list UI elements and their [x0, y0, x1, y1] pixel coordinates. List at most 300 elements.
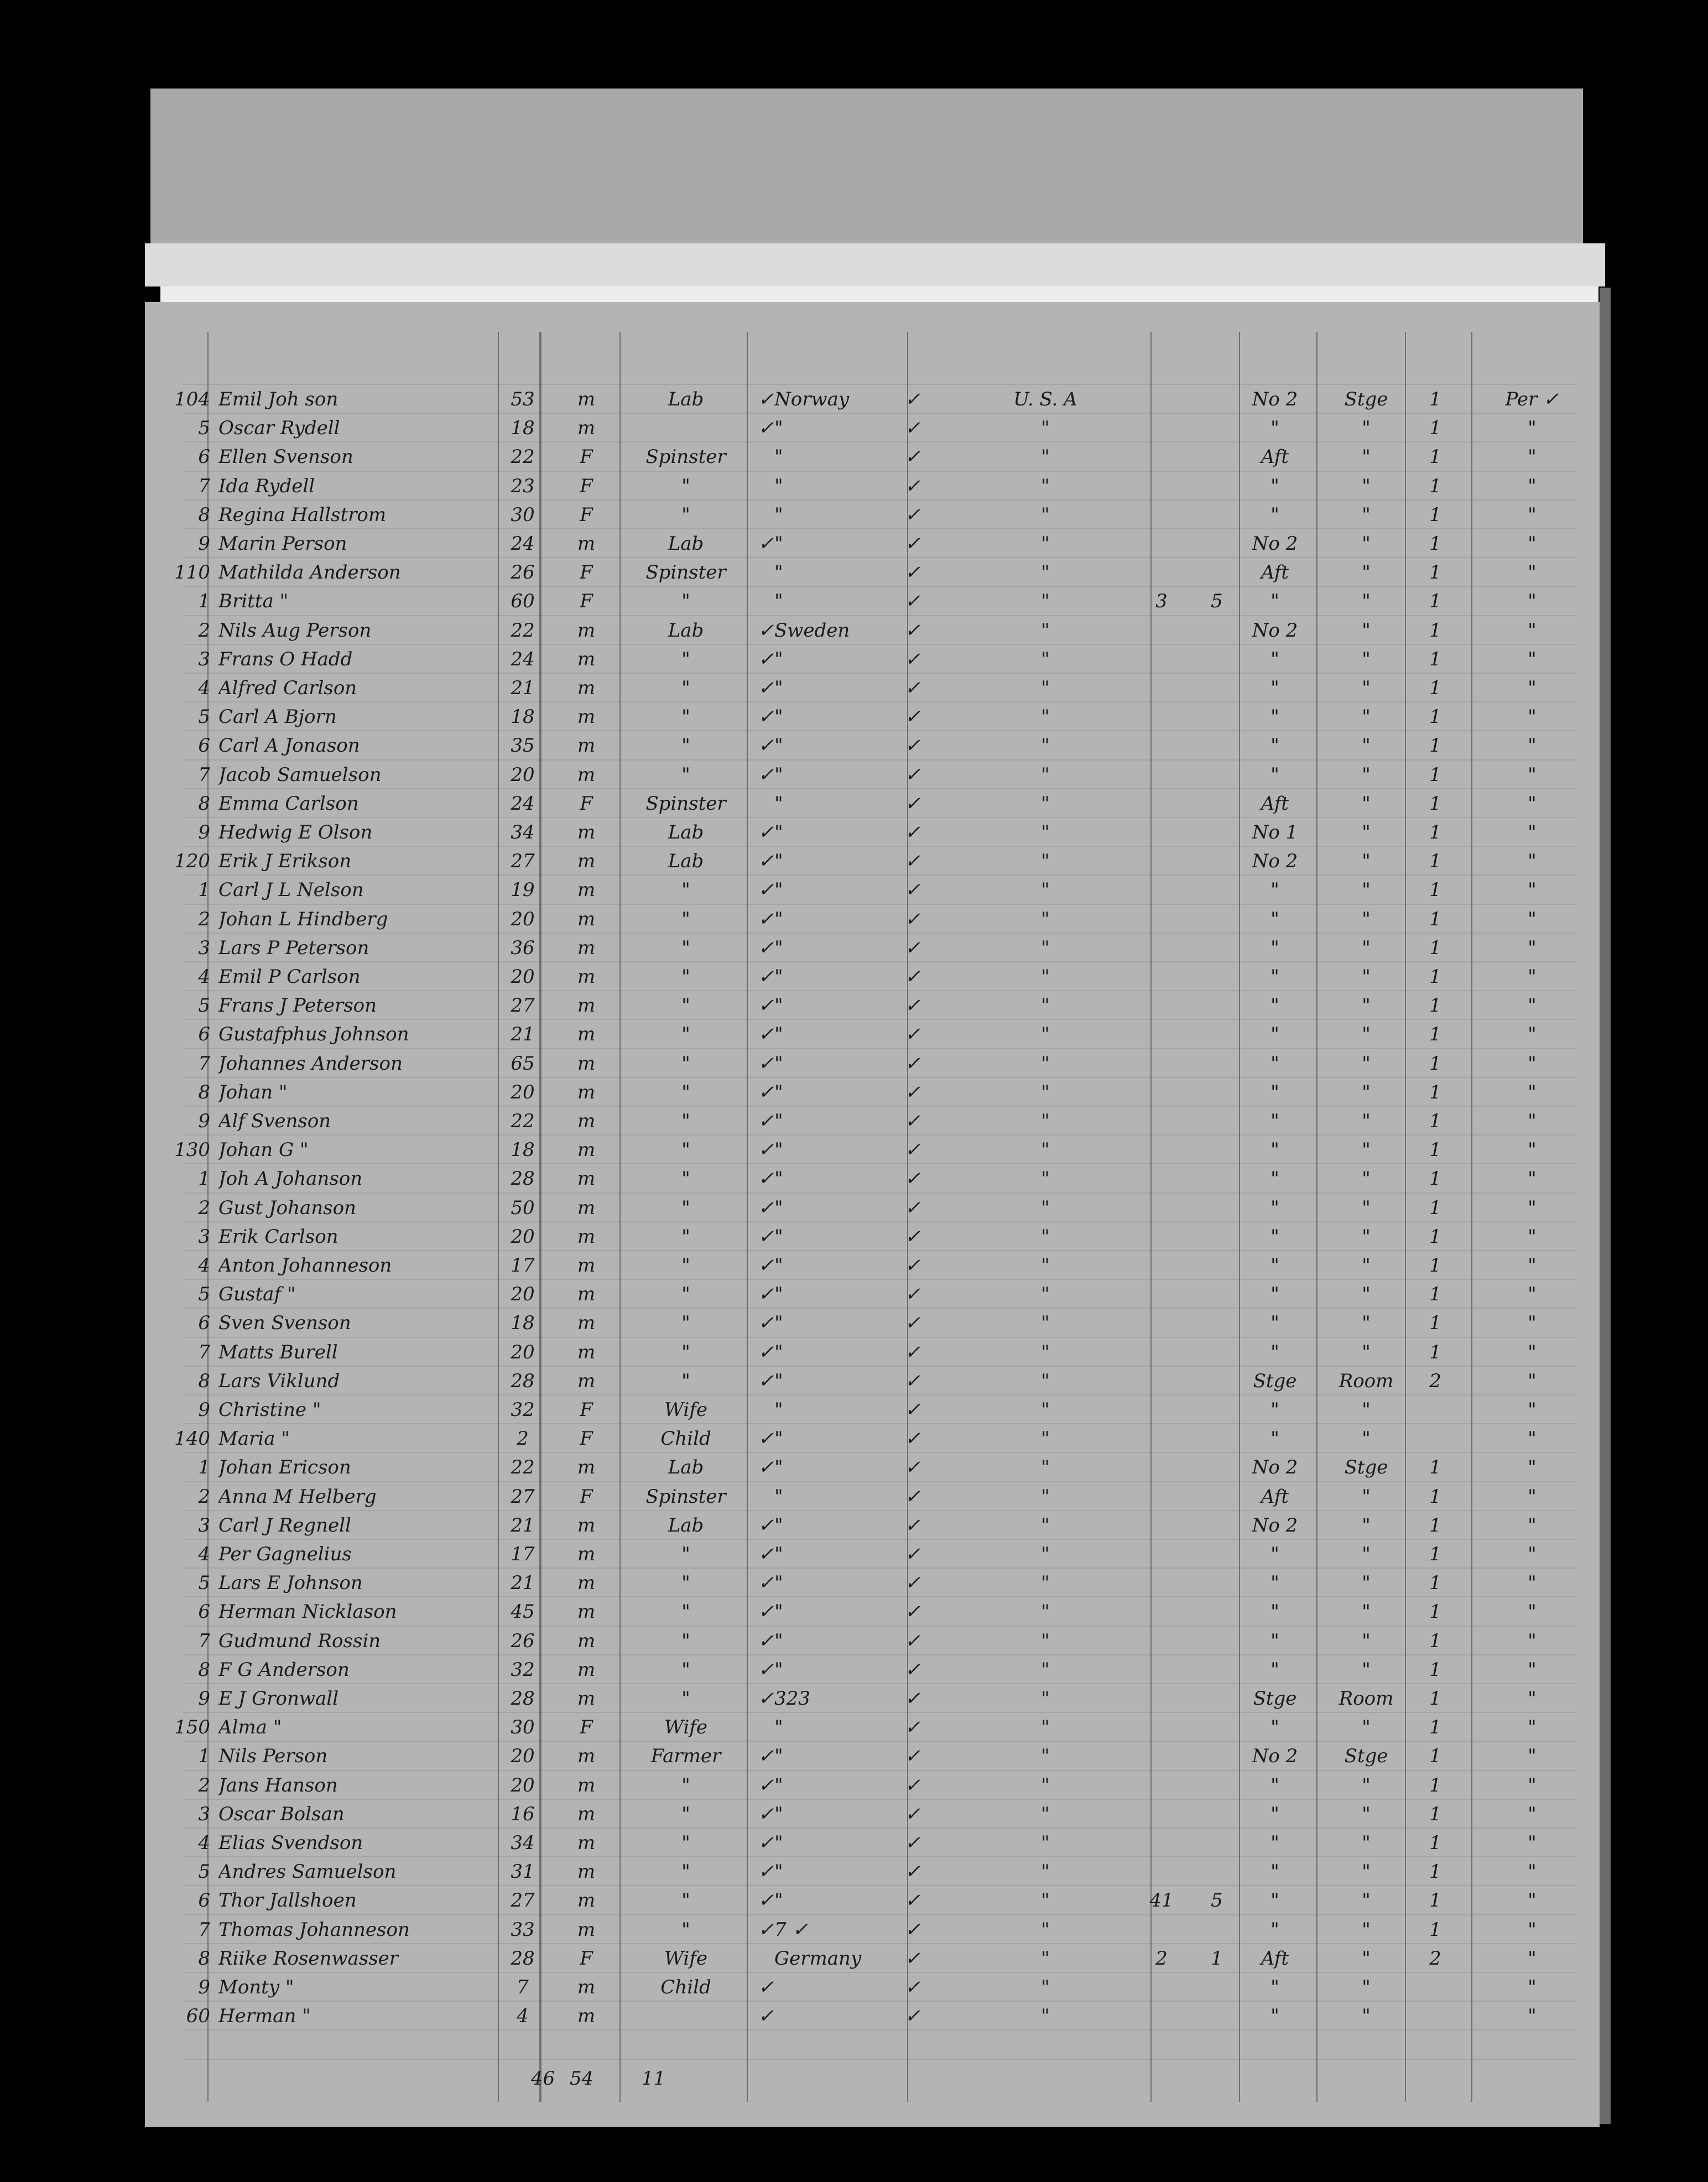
paper-fold-lower	[160, 287, 1598, 302]
destination: "	[1041, 1832, 1050, 1854]
count-a	[1139, 761, 1184, 789]
class: "	[1270, 1716, 1279, 1739]
location: "	[1362, 503, 1371, 526]
sex: m	[577, 1889, 596, 1912]
line-number: 1	[198, 590, 210, 613]
count-a	[1139, 1973, 1184, 2002]
table-row	[0, 1338, 1708, 1367]
class: Aft	[1261, 792, 1289, 815]
count-a	[1139, 558, 1184, 587]
age: 24	[511, 792, 535, 815]
table-row	[0, 962, 1708, 991]
disposition: "	[1528, 1225, 1537, 1248]
passenger-name: Carl J L Nelson	[218, 879, 364, 902]
passenger-name: Regina Hallstrom	[218, 503, 387, 526]
age: 28	[511, 1947, 535, 1970]
line-number: 9	[198, 1976, 210, 1998]
sex: m	[577, 850, 596, 873]
destination: "	[1041, 1601, 1050, 1623]
check-mark: ✓	[904, 590, 921, 613]
class: "	[1270, 1572, 1279, 1595]
destination: "	[1041, 1369, 1050, 1392]
sex: m	[577, 2005, 596, 2028]
passenger-name: Oscar Rydell	[218, 417, 340, 440]
disposition: "	[1528, 1803, 1537, 1825]
age: 20	[511, 763, 535, 786]
class: "	[1270, 590, 1279, 613]
check-mark: ✓	[904, 1081, 921, 1103]
passenger-name: Johan L Hindberg	[218, 908, 388, 930]
age: 31	[511, 1861, 535, 1883]
passenger-name: Thor Jallshoen	[218, 1889, 357, 1912]
pieces: 1	[1429, 1341, 1441, 1363]
occupation: "	[681, 503, 690, 526]
line-number: 1	[198, 1456, 210, 1479]
disposition: "	[1528, 936, 1537, 959]
table-row	[0, 818, 1708, 847]
count-a	[1139, 1771, 1184, 1800]
count-a	[1139, 1280, 1184, 1309]
disposition: "	[1528, 1052, 1537, 1075]
table-row	[0, 1367, 1708, 1395]
destination: "	[1041, 936, 1050, 959]
count-a	[1139, 1655, 1184, 1684]
occupation: "	[681, 475, 690, 497]
class: No 2	[1252, 1514, 1298, 1537]
disposition: "	[1528, 1629, 1537, 1652]
table-row	[0, 1309, 1708, 1337]
sex: m	[577, 533, 596, 555]
literacy-check: ✓	[758, 1023, 774, 1046]
check-mark: ✓	[904, 821, 921, 843]
passenger-name: Gustaf "	[218, 1283, 296, 1306]
table-row	[0, 1655, 1708, 1684]
sex: m	[577, 1832, 596, 1854]
passenger-name: Frans O Hadd	[218, 648, 353, 670]
pieces: 1	[1429, 735, 1441, 757]
count-a	[1139, 934, 1184, 962]
check-mark: ✓	[904, 1485, 921, 1508]
age: 20	[511, 1283, 535, 1306]
location: "	[1362, 1832, 1371, 1854]
location: "	[1362, 936, 1371, 959]
class: "	[1270, 2005, 1279, 2028]
disposition: "	[1528, 503, 1537, 526]
pieces: 1	[1429, 1918, 1441, 1941]
nationality: "	[774, 561, 783, 584]
occupation: "	[681, 1312, 690, 1335]
table-row	[0, 501, 1708, 529]
sex: F	[580, 792, 593, 815]
sex: m	[577, 1745, 596, 1768]
line-number: 120	[174, 850, 210, 873]
check-mark: ✓	[904, 1976, 921, 1998]
class: Aft	[1261, 1947, 1289, 1970]
class: No 1	[1252, 821, 1298, 843]
destination: "	[1041, 850, 1050, 873]
sex: m	[577, 1254, 596, 1277]
literacy-check: ✓	[758, 1572, 774, 1595]
count-a	[1139, 962, 1184, 991]
count-a	[1139, 905, 1184, 934]
table-row	[0, 1251, 1708, 1280]
disposition: "	[1528, 706, 1537, 728]
nationality: Germany	[774, 1947, 862, 1970]
literacy-check: ✓	[758, 388, 774, 410]
occupation: "	[681, 1139, 690, 1162]
passenger-name: Ida Rydell	[218, 475, 315, 497]
table-row	[0, 414, 1708, 442]
nationality: "	[774, 966, 783, 988]
location: "	[1362, 879, 1371, 902]
passenger-name: Joh A Johanson	[218, 1168, 363, 1190]
literacy-check: ✓	[758, 1601, 774, 1623]
sex: m	[577, 1514, 596, 1537]
count-a	[1139, 1684, 1184, 1713]
table-row	[0, 1742, 1708, 1770]
location: "	[1362, 1110, 1371, 1132]
table-row	[0, 587, 1708, 616]
literacy-check: ✓	[758, 1774, 774, 1796]
destination: "	[1041, 1629, 1050, 1652]
line-number: 8	[198, 792, 210, 815]
occupation: "	[681, 648, 690, 670]
table-row	[0, 1771, 1708, 1800]
total-a: 46	[531, 2068, 555, 2090]
disposition: "	[1528, 966, 1537, 988]
class: "	[1270, 1658, 1279, 1681]
destination: "	[1041, 1081, 1050, 1103]
age: 21	[511, 677, 535, 699]
occupation: "	[681, 1052, 690, 1075]
check-mark: ✓	[904, 1629, 921, 1652]
location: "	[1362, 763, 1371, 786]
literacy-check: ✓	[758, 1254, 774, 1277]
literacy-check: ✓	[758, 1861, 774, 1883]
occupation: "	[681, 1803, 690, 1825]
pieces: 1	[1429, 503, 1441, 526]
table-row	[0, 1511, 1708, 1540]
location: "	[1362, 1023, 1371, 1046]
occupation: "	[681, 763, 690, 786]
age: 30	[511, 1716, 535, 1739]
nationality: "	[774, 533, 783, 555]
passenger-name: Erik Carlson	[218, 1225, 339, 1248]
line-number: 110	[174, 561, 210, 584]
nationality: "	[774, 1543, 783, 1565]
pieces: 1	[1429, 966, 1441, 988]
disposition: "	[1528, 1168, 1537, 1190]
sex: m	[577, 1110, 596, 1132]
location: "	[1362, 561, 1371, 584]
pieces: 1	[1429, 1168, 1441, 1190]
occupation: Spinster	[645, 561, 726, 584]
occupation: "	[681, 590, 690, 613]
literacy-check: ✓	[758, 1514, 774, 1537]
nationality: "	[774, 1399, 783, 1421]
check-mark: ✓	[904, 1139, 921, 1162]
sex: m	[577, 1658, 596, 1681]
class: "	[1270, 475, 1279, 497]
check-mark: ✓	[904, 1023, 921, 1046]
pieces: 1	[1429, 1832, 1441, 1854]
count-a	[1139, 645, 1184, 674]
occupation: Wife	[664, 1947, 707, 1970]
age: 28	[511, 1168, 535, 1190]
pieces: 1	[1429, 1485, 1441, 1508]
class: "	[1270, 1225, 1279, 1248]
line-number: 3	[198, 936, 210, 959]
line-number: 104	[174, 388, 210, 410]
count-a	[1139, 1107, 1184, 1136]
check-mark: ✓	[904, 994, 921, 1017]
pieces: 1	[1429, 1774, 1441, 1796]
disposition: "	[1528, 763, 1537, 786]
location: "	[1362, 1947, 1371, 1970]
check-mark: ✓	[904, 706, 921, 728]
passenger-name: Riike Rosenwasser	[218, 1947, 399, 1970]
class: No 2	[1252, 619, 1298, 642]
check-mark: ✓	[904, 1428, 921, 1450]
line-number: 8	[198, 1369, 210, 1392]
class: "	[1270, 648, 1279, 670]
disposition: "	[1528, 1976, 1537, 1998]
sex: m	[577, 763, 596, 786]
class: "	[1270, 908, 1279, 930]
literacy-check: ✓	[758, 1081, 774, 1103]
disposition: "	[1528, 1745, 1537, 1768]
class: "	[1270, 1428, 1279, 1450]
table-row	[0, 385, 1708, 414]
passenger-name: Sven Svenson	[218, 1312, 351, 1335]
sex: F	[580, 561, 593, 584]
sex: m	[577, 966, 596, 988]
disposition: "	[1528, 1399, 1537, 1421]
passenger-name: Johan Ericson	[218, 1456, 351, 1479]
count-a	[1139, 1742, 1184, 1770]
age: 2	[517, 1428, 529, 1450]
nationality: "	[774, 1456, 783, 1479]
literacy-check: ✓	[758, 2005, 774, 2028]
destination: "	[1041, 908, 1050, 930]
pieces: 1	[1429, 1023, 1441, 1046]
nationality: "	[774, 417, 783, 440]
disposition: "	[1528, 879, 1537, 902]
class: "	[1270, 706, 1279, 728]
location: "	[1362, 1918, 1371, 1941]
location: "	[1362, 1081, 1371, 1103]
class: "	[1270, 936, 1279, 959]
literacy-check: ✓	[758, 1283, 774, 1306]
check-mark: ✓	[904, 792, 921, 815]
class: "	[1270, 1283, 1279, 1306]
check-mark: ✓	[904, 475, 921, 497]
passenger-name: Jans Hanson	[218, 1774, 338, 1796]
age: 19	[511, 879, 535, 902]
class: "	[1270, 1861, 1279, 1883]
nationality: "	[774, 1428, 783, 1450]
check-mark: ✓	[904, 446, 921, 468]
nationality: "	[774, 1110, 783, 1132]
line-number: 5	[198, 706, 210, 728]
disposition: "	[1528, 1485, 1537, 1508]
check-mark: ✓	[904, 648, 921, 670]
occupation: "	[681, 1341, 690, 1363]
nationality: "	[774, 1139, 783, 1162]
count-a	[1139, 1194, 1184, 1222]
table-row	[0, 905, 1708, 934]
passenger-name: Johan G "	[218, 1139, 309, 1162]
occupation	[631, 414, 741, 442]
class: "	[1270, 417, 1279, 440]
count-b: 5	[1211, 590, 1223, 613]
pieces: 1	[1429, 619, 1441, 642]
occupation: Lab	[668, 850, 704, 873]
nationality: "	[774, 879, 783, 902]
destination: "	[1041, 1428, 1050, 1450]
location: "	[1362, 1428, 1371, 1450]
sex: m	[577, 1688, 596, 1710]
check-mark: ✓	[904, 1947, 921, 1970]
table-row	[0, 472, 1708, 501]
location: "	[1362, 1976, 1371, 1998]
check-mark: ✓	[904, 1774, 921, 1796]
age: 30	[511, 503, 535, 526]
location: Stge	[1344, 1456, 1388, 1479]
age: 20	[511, 1341, 535, 1363]
location: "	[1362, 1341, 1371, 1363]
destination: "	[1041, 1196, 1050, 1219]
literacy-check: ✓	[758, 1225, 774, 1248]
table-row	[0, 1222, 1708, 1251]
literacy-check: ✓	[758, 1803, 774, 1825]
destination: "	[1041, 1254, 1050, 1277]
table-row	[0, 1627, 1708, 1655]
pieces: 1	[1429, 1745, 1441, 1768]
pieces: 1	[1429, 677, 1441, 699]
class: "	[1270, 994, 1279, 1017]
location: "	[1362, 446, 1371, 468]
location: Stge	[1344, 1745, 1388, 1768]
location: "	[1362, 1168, 1371, 1190]
occupation: "	[681, 1889, 690, 1912]
location: "	[1362, 1052, 1371, 1075]
passenger-name: F G Anderson	[218, 1658, 350, 1681]
pieces: 1	[1429, 1572, 1441, 1595]
disposition: "	[1528, 1514, 1537, 1537]
check-mark: ✓	[904, 1283, 921, 1306]
count-a	[1139, 1915, 1184, 1944]
nationality: "	[774, 1658, 783, 1681]
table-row	[0, 674, 1708, 702]
check-mark: ✓	[904, 1052, 921, 1075]
count-a	[1139, 2002, 1184, 2030]
age: 21	[511, 1514, 535, 1537]
nationality: "	[774, 1023, 783, 1046]
nationality	[774, 2002, 913, 2030]
age: 18	[511, 1139, 535, 1162]
disposition: "	[1528, 908, 1537, 930]
disposition: "	[1528, 1918, 1537, 1941]
destination: "	[1041, 1745, 1050, 1768]
pieces: 1	[1429, 1803, 1441, 1825]
class: "	[1270, 1918, 1279, 1941]
sex: m	[577, 879, 596, 902]
occupation: "	[681, 966, 690, 988]
count-a	[1139, 1713, 1184, 1742]
destination: "	[1041, 619, 1050, 642]
disposition: "	[1528, 1889, 1537, 1912]
class: "	[1270, 1110, 1279, 1132]
occupation: "	[681, 1283, 690, 1306]
line-number: 9	[198, 821, 210, 843]
passenger-name: Emil Joh son	[218, 388, 339, 410]
age: 27	[511, 994, 535, 1017]
check-mark: ✓	[904, 850, 921, 873]
table-row	[0, 934, 1708, 962]
nationality: "	[774, 1196, 783, 1219]
line-number: 130	[174, 1139, 210, 1162]
table-row	[0, 1540, 1708, 1569]
count-a	[1139, 414, 1184, 442]
occupation: Lab	[668, 821, 704, 843]
count-a	[1139, 1309, 1184, 1337]
pieces: 1	[1429, 1254, 1441, 1277]
check-mark: ✓	[904, 503, 921, 526]
pieces: 1	[1429, 1514, 1441, 1537]
class: "	[1270, 1254, 1279, 1277]
age: 20	[511, 908, 535, 930]
table-row	[0, 442, 1708, 471]
table-row	[0, 1800, 1708, 1829]
literacy-check: ✓	[758, 417, 774, 440]
count-a	[1139, 1251, 1184, 1280]
age: 60	[511, 590, 535, 613]
location: "	[1362, 1803, 1371, 1825]
sex: m	[577, 1456, 596, 1479]
destination: "	[1041, 1658, 1050, 1681]
passenger-name: Mathilda Anderson	[218, 561, 401, 584]
passenger-name: Herman "	[218, 2005, 311, 2028]
nationality: "	[774, 1832, 783, 1854]
sex: m	[577, 1976, 596, 1998]
location: "	[1362, 648, 1371, 670]
disposition: "	[1528, 1832, 1537, 1854]
line-number: 9	[198, 533, 210, 555]
table-row	[0, 702, 1708, 731]
destination: "	[1041, 503, 1050, 526]
table-row	[0, 1280, 1708, 1309]
disposition: "	[1528, 533, 1537, 555]
literacy-check: ✓	[758, 1543, 774, 1565]
destination: "	[1041, 1543, 1050, 1565]
age: 28	[511, 1369, 535, 1392]
line-number: 3	[198, 648, 210, 670]
sex: m	[577, 1139, 596, 1162]
line-number: 140	[174, 1428, 210, 1450]
age: 36	[511, 936, 535, 959]
count-a	[1139, 1597, 1184, 1626]
line-number: 6	[198, 1023, 210, 1046]
table-row	[0, 876, 1708, 904]
passenger-name: Emma Carlson	[218, 792, 359, 815]
sex: m	[577, 735, 596, 757]
line-number: 2	[198, 1774, 210, 1796]
occupation: Wife	[664, 1716, 707, 1739]
age: 65	[511, 1052, 535, 1075]
location: Room	[1339, 1688, 1394, 1710]
table-row	[0, 1078, 1708, 1107]
